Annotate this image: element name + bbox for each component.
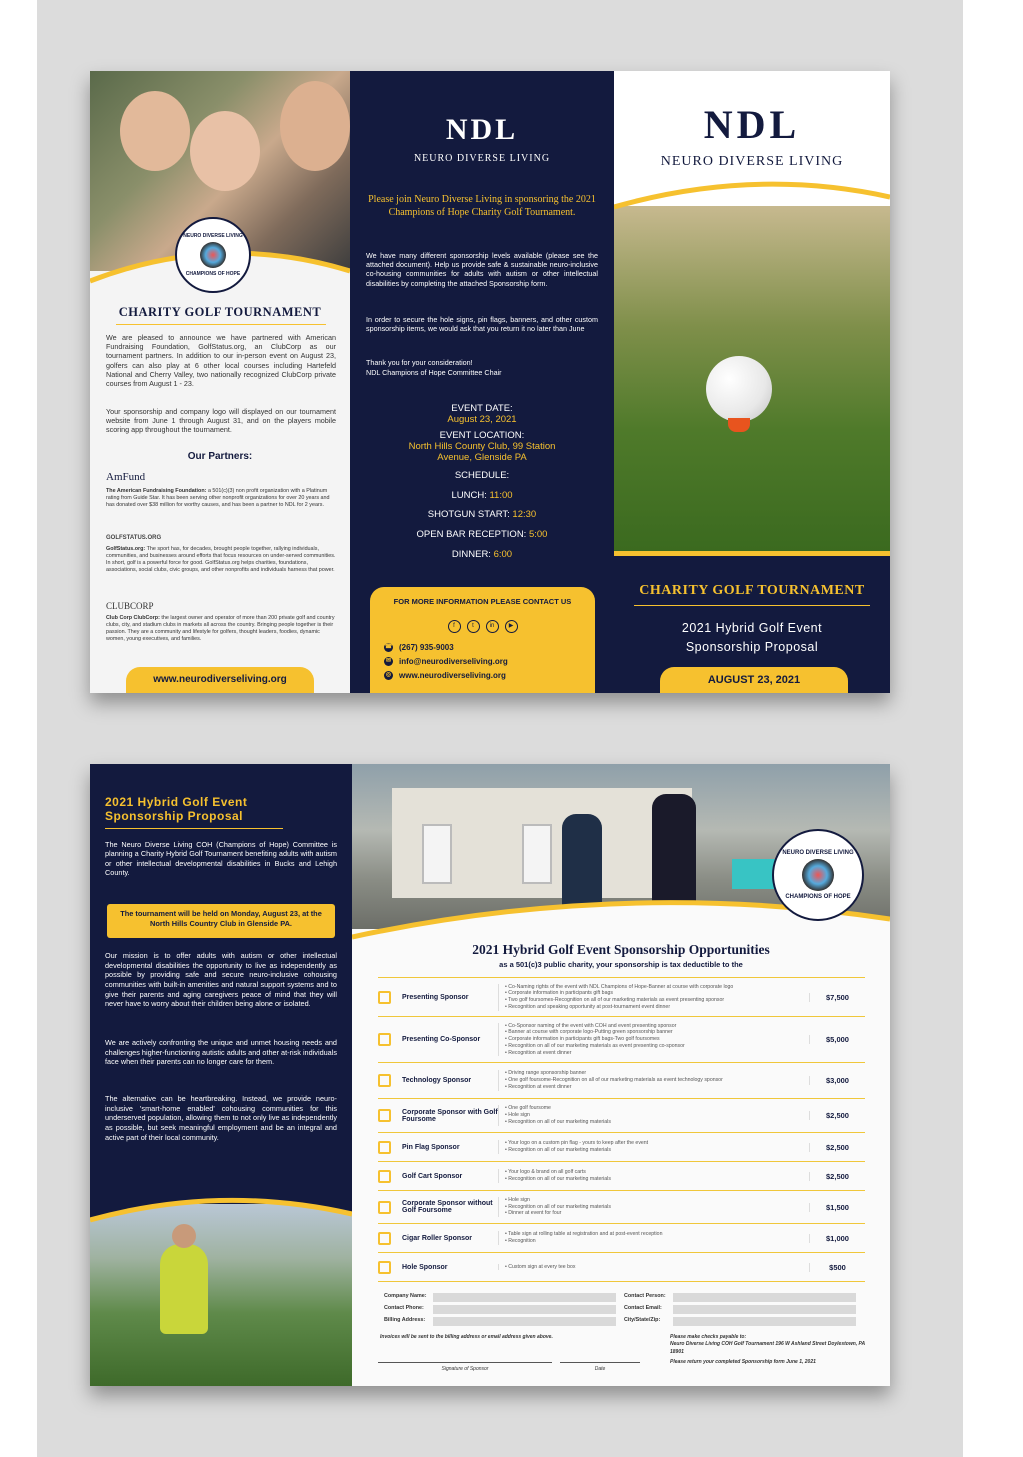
levels-paragraph: We have many different sponsorship levels available (please see the attached document). Help us provide safe & sustainable neuro-inclusive co-housing communities for adults with autism or other intellectual disabilities by completing the attached Sponsorship form. (366, 251, 598, 288)
date-label: Date (594, 1366, 606, 1372)
gold-underline (116, 324, 326, 325)
level-price: $500 (809, 1263, 865, 1272)
level-checkbox[interactable] (378, 1033, 402, 1046)
event-details (366, 404, 598, 560)
highlight-text: The tournament will be held on Monday, August 23, at the North Hills Country Club in Glenside PA. (120, 909, 322, 928)
mail-icon: ✉ (385, 658, 392, 664)
partner-desc: The sport has, for decades, brought people together, rallying individuals, communities, and businesses around efforts that focus resources on under-served communities. In short, golf is a powerful force for good. GolfStatus.org helps charities, foundations, associations, social clubs, civic groups, and other nonprofits and individuals harness that power. (106, 546, 336, 574)
sponsor-form (384, 1293, 864, 1329)
phone-label: Contact Phone: (384, 1305, 424, 1311)
level-price: $3,000 (809, 1076, 865, 1085)
inside-left-panel (90, 764, 352, 1386)
cover-panel (614, 71, 890, 693)
level-name: Pin Flag Sponsor (402, 1143, 460, 1151)
clubcorp-logo: CLUBCORP (106, 601, 154, 611)
schedule-bar: OPEN BAR RECEPTION: 5:00 (416, 529, 548, 540)
table-row (378, 1224, 865, 1253)
opportunities-subtitle: as a 501(c)3 public charity, your sponsorship is tax deductible to the (499, 960, 743, 969)
level-benefits: • One golf foursome • Hole sign • Recognition on all of our marketing materials (498, 1105, 809, 1125)
level-price: $1,000 (809, 1234, 865, 1243)
charity-heading: CHARITY GOLF TOURNAMENT (118, 305, 322, 319)
golfer-figure (160, 1244, 208, 1334)
thanks-line: Thank you for your consideration! (366, 358, 473, 367)
level-name: Golf Cart Sponsor (402, 1172, 463, 1180)
cover-stripe (614, 551, 890, 556)
contact-person-label: Contact Person: (624, 1293, 666, 1299)
table-row (378, 1133, 865, 1162)
sponsorship-paragraph: Your sponsorship and company logo will displayed on our tournament website from June 1 through August 31, and on the players mobile scoring app throughout the tournament. (106, 407, 336, 435)
level-price: $2,500 (809, 1172, 865, 1181)
door-2 (522, 824, 552, 884)
cover-ndl-logo: NDL (703, 102, 801, 147)
highlight-box (107, 904, 335, 938)
level-name: Presenting Sponsor (402, 993, 469, 1001)
cover-subtitle-1: 2021 Hybrid Golf Event (681, 621, 823, 635)
cover-date: AUGUST 23, 2021 (660, 667, 848, 693)
table-row (378, 1253, 865, 1282)
globe-icon: ◎ (385, 672, 392, 678)
level-name: Corporate Sponsor with Golf Foursome (402, 1108, 498, 1123)
email-field[interactable] (673, 1305, 856, 1314)
partner-amfund (106, 471, 338, 509)
table-row (378, 1099, 865, 1133)
schedule-label: SCHEDULE: (454, 470, 510, 482)
level-name: Cigar Roller Sponsor (402, 1234, 473, 1242)
golf-ball (706, 356, 772, 422)
cover-divider (634, 605, 870, 606)
proposal-heading-1: 2021 Hybrid Golf Event (105, 795, 248, 809)
website-link[interactable]: www.neurodiverseliving.org (126, 667, 314, 693)
partner-desc: a 501(c)(3) non profit organization with a Platinum rating from Guide Star. It has been serving other nonprofit organizations for over 20 years and has donated over $38 million for worthy causes, and has been a partner to NDL for 2 years. (106, 488, 330, 509)
date-line[interactable] (560, 1362, 640, 1363)
committee-paragraph: The Neuro Diverse Living COH (Champions of Hope) Committee is planning a Charity Hybrid Golf Tournament benefiting adults with autism or other intellectual developmental disabilities in Bucks and Lehigh County. (105, 840, 337, 878)
seal-top-text: NEURO DIVERSE LIVING (782, 850, 854, 856)
seal-top-text: NEURO DIVERSE LIVING (183, 233, 243, 239)
level-checkbox[interactable] (378, 991, 402, 1004)
golfstatus-logo: GOLFSTATUS.ORG (106, 535, 162, 541)
contact-email[interactable]: ✉ info@neurodiverseliving.org (385, 657, 508, 666)
signature-line[interactable] (378, 1362, 552, 1363)
level-checkbox[interactable] (378, 1141, 402, 1154)
contact-phone[interactable]: ☎ (267) 935-9003 (384, 643, 454, 652)
date-value: August 23, 2021 (447, 413, 517, 425)
cover-subtitle-2: Sponsorship Proposal (685, 640, 819, 654)
city-label: City/State/Zip: (624, 1317, 661, 1323)
level-checkbox[interactable] (378, 1201, 402, 1214)
table-row (378, 1017, 865, 1063)
partner-clubcorp (106, 601, 338, 643)
level-price: $1,500 (809, 1203, 865, 1212)
billing-field[interactable] (433, 1317, 616, 1326)
checks-payable (670, 1334, 870, 1366)
amfund-logo: AmFund (106, 471, 146, 483)
city-field[interactable] (673, 1317, 856, 1326)
email-label: Contact Email: (624, 1305, 662, 1311)
level-price: $5,000 (809, 1035, 865, 1044)
checks-line-1: Please make checks payable to: (670, 1334, 747, 1340)
cover-title: CHARITY GOLF TOURNAMENT (639, 583, 865, 598)
inside-gold-curve (90, 1192, 352, 1232)
level-benefits: • Custom sign at every tee box (498, 1264, 809, 1271)
level-checkbox[interactable] (378, 1232, 402, 1245)
seal-bottom-text: CHAMPIONS OF HOPE (785, 894, 851, 900)
brochure-outside (90, 71, 890, 693)
checks-line-2: Neuro Diverse Living COH Golf Tournament 196 W Ashland Street Doylestown, PA 18901 (670, 1341, 865, 1355)
opportunities-title: 2021 Hybrid Golf Event Sponsorship Opportunities (472, 942, 770, 957)
invoice-note: Invoices will be sent to the billing address or email address given above. (380, 1334, 553, 1340)
checks-line-3: Please return your completed Sponsorship form June 1, 2021 (670, 1358, 816, 1365)
contact-person-field[interactable] (673, 1293, 856, 1302)
level-benefits: • Your logo on a custom pin flag - yours to keep after the event • Recognition on all of our marketing materials (498, 1140, 809, 1154)
level-checkbox[interactable] (378, 1109, 402, 1122)
table-row (378, 1191, 865, 1224)
location-label: EVENT LOCATION: (439, 430, 525, 442)
partner-name: Club Corp ClubCorp: (106, 615, 160, 621)
inside-seal (772, 829, 864, 921)
proposal-heading-2: Sponsorship Proposal (105, 809, 244, 823)
schedule-shotgun: SHOTGUN START: 12:30 (427, 509, 537, 521)
level-price: $7,500 (809, 993, 865, 1002)
location-value: North Hills County Club, 99 Station Avenue, Glenside PA (408, 440, 556, 463)
schedule-lunch: LUNCH: 11:00 (451, 489, 513, 501)
invite-text: Please join Neuro Diverse Living in sponsoring the 2021 Champions of Hope Charity Golf Tournament. (368, 194, 596, 218)
level-benefits: • Co-Sponsor naming of the event with COH and event presenting sponsor • Banner at course with corporate logo-Putting green sponsorship banner • Corporate information in participants gift bags-Two golf foursomes • Recognition on all of our marketing materials as event presenting co-sponsor • Recognition at event dinner (498, 1023, 809, 1057)
level-benefits: • Co-Naming rights of the event with NDL Champions of Hope-Banner at course with corporate logo • Corporate information in participants gift bags • Two golf foursomes-Recognition on all of our marketing materials as event presenting sponsor • Recognition and speaking opportunity at post-tournament event dinner (498, 984, 809, 1011)
table-row (378, 1162, 865, 1191)
challenge-paragraph: We are actively confronting the unique and unmet housing needs and challenges higher-functioning autistic adults and other at-risk individuals face when their parents can no longer care for them. (105, 1038, 338, 1067)
social-icons (384, 614, 581, 633)
chair-line: NDL Champions of Hope Committee Chair (366, 368, 502, 377)
level-name: Technology Sponsor (402, 1077, 472, 1084)
brain-head-icon (802, 859, 834, 891)
champions-seal (175, 217, 251, 293)
golf-ball-photo (614, 206, 890, 551)
twitter-icon[interactable]: t (467, 620, 480, 633)
phone-icon: ☎ (384, 644, 393, 650)
facebook-icon[interactable]: f (448, 620, 461, 633)
date-label: EVENT DATE: (451, 403, 513, 414)
table-row (378, 978, 865, 1017)
level-benefits: • Your logo & brand on all golf carts • Recognition on all of our marketing materials (498, 1169, 809, 1183)
seal-bottom-text: CHAMPIONS OF HOPE (185, 271, 241, 277)
table-row (378, 1063, 865, 1099)
partner-name: GolfStatus.org: (106, 546, 146, 552)
mission-paragraph: Our mission is to offer adults with autism or other intellectual developmental disabilities the opportunity to live as independently as possible by providing safe and secure neuro-inclusive cohousing communities with built-in amenities and natural support systems and to give their parents and aging caregivers peace of mind that they will never have to worry about their children being alone or isolated. (105, 951, 337, 1009)
company-field[interactable] (433, 1293, 616, 1302)
level-benefits: • Hole sign • Recognition on all of our marketing materials • Dinner at event for four (498, 1197, 809, 1217)
sponsorship-table (378, 978, 865, 1282)
level-benefits: • Driving range sponsorship banner • One golf foursome-Recognition on all of our marketing materials as event technology sponsor • Recognition at event dinner (498, 1070, 809, 1090)
level-price: $2,500 (809, 1111, 865, 1120)
outside-middle-panel (350, 71, 614, 693)
partner-desc: the largest owner and operator of more than 200 private golf and country clubs, city, and stadium clubs in markets all across the country. Bringing people together is their passion. They are a community and lifestyle for golfers, thought leaders, foodies, dynamic women, young executives, and families. (106, 615, 335, 643)
partner-golfstatus (106, 535, 338, 574)
brain-head-icon (200, 242, 226, 268)
tee (728, 418, 750, 432)
contact-box (370, 587, 595, 693)
schedule-dinner: DINNER: 6:00 (451, 548, 513, 560)
brochure-inside (90, 764, 890, 1386)
billing-label: Billing Address: (384, 1317, 426, 1323)
level-checkbox[interactable] (378, 1170, 402, 1183)
signature-label: Signature of Sponsor (441, 1366, 489, 1372)
alternative-paragraph: The alternative can be heartbreaking. Instead, we provide neuro-inclusive 'smart-home enabled' cohousing communities for this underserved population, allowing them to not only live as independently as possible, but seek meaningful employment and be an integral and active part of their local community. (105, 1094, 337, 1142)
phone-field[interactable] (433, 1305, 616, 1314)
ndl-logo: NDL (445, 113, 519, 146)
level-benefits: • Table sign at rolling table at registration and at post-event reception • Recognition (498, 1231, 809, 1245)
intro-paragraph: We are pleased to announce we have partnered with American Fundraising Foundation, GolfStatus.org, an ClubCorp as our tournament partners. In addition to our in-person event on August 23, golfers can also play at 6 other local courses including Hartefeld National and Cherry Valley, two nationally recognized ClubCorp private courses from August 1 - 23. (106, 333, 336, 389)
level-price: $2,500 (809, 1143, 865, 1152)
linkedin-icon[interactable]: in (486, 620, 499, 633)
heading-underline (105, 828, 283, 829)
ndl-name: NEURO DIVERSE LIVING (413, 153, 551, 164)
contact-web[interactable]: ◎ www.neurodiverseliving.org (385, 671, 506, 680)
outside-left-panel (90, 71, 350, 693)
door-1 (422, 824, 452, 884)
partner-name: The American Fundraising Foundation: (106, 488, 207, 494)
level-checkbox[interactable] (378, 1074, 402, 1087)
secure-paragraph: In order to secure the hole signs, pin flags, banners, and other custom sponsorship items, we would ask that you return it no later than June (366, 315, 598, 334)
cover-gold-curve (614, 177, 890, 227)
partners-heading: Our Partners: (187, 451, 253, 462)
contact-heading: FOR MORE INFORMATION PLEASE CONTACT US (393, 597, 572, 606)
level-checkbox[interactable] (378, 1261, 402, 1274)
company-label: Company Name: (384, 1293, 427, 1299)
youtube-icon[interactable]: ▶ (505, 620, 518, 633)
level-name: Corporate Sponsor without Golf Foursome (402, 1200, 493, 1214)
cover-ndl-name: NEURO DIVERSE LIVING (660, 154, 844, 169)
level-name: Presenting Co-Sponsor (402, 1036, 481, 1043)
level-name: Hole Sponsor (402, 1263, 448, 1271)
